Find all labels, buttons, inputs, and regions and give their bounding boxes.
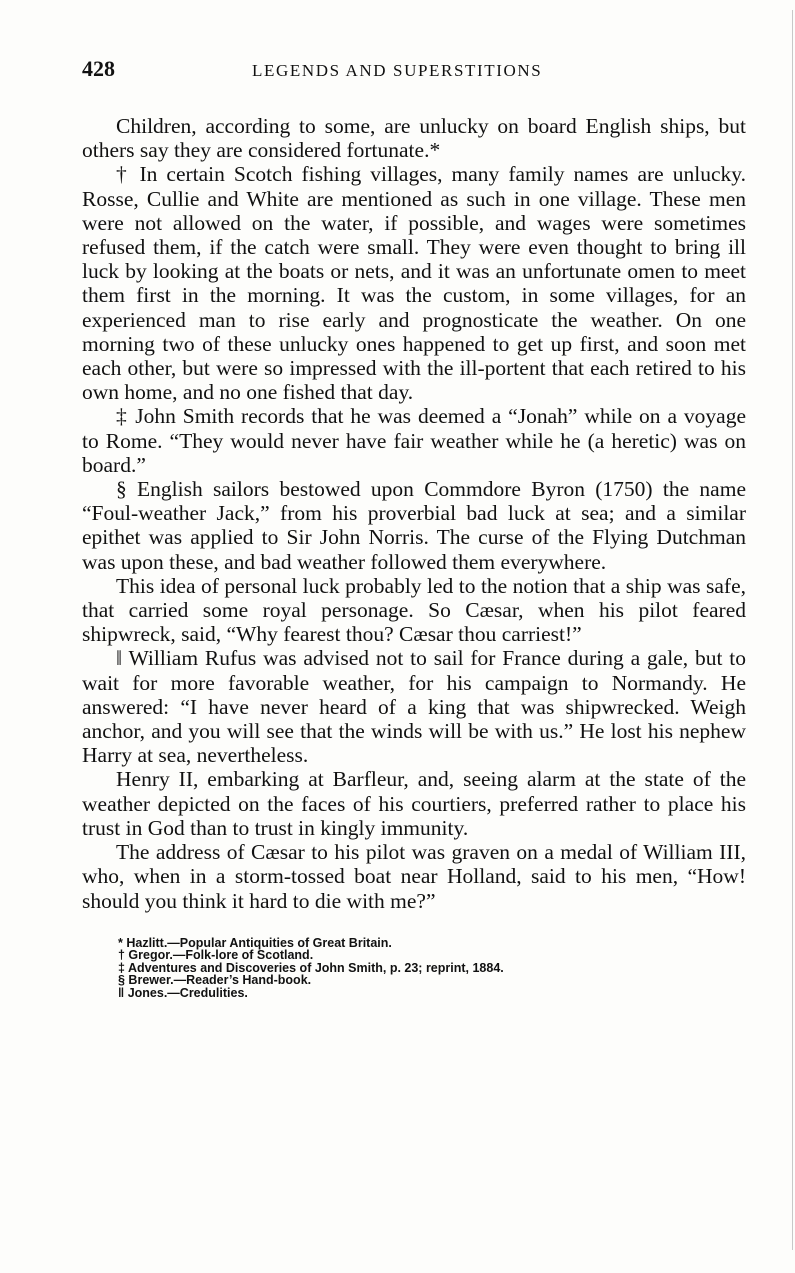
paragraph: † In certain Scotch fishing villages, many family names are unlucky. Rosse, Cullie and White are mentioned as such in one village. These men were not allowed on the water, if possible, and wages were sometimes refused them, if the catch were small. They were even thought to bring ill luck by looking at the boats or nets, and it was an unfortunate omen to meet them first in the morning. It was the custom, in some villages, for an experienced man to rise early and prognosticate the weather. On one morning two of these unlucky ones happened to get up first, and soon met each other, but were so impressed with the ill-portent that each retired to his own home, and no one fished that day. bbox=[82, 162, 746, 405]
paragraph: § English sailors bestowed upon Commdore Byron (1750) the name “Foul-weather Jack,” from his proverbial bad luck at sea; and a similar epithet was applied to Sir John Norris. The curse of the Flying Dutchman was upon these, and bad weather followed them everywhere. bbox=[82, 477, 746, 574]
paragraph: Children, according to some, are unlucky on board English ships, but others say they are considered fortunate.* bbox=[82, 114, 746, 163]
running-head: LEGENDS AND SUPERSTITIONS bbox=[252, 61, 543, 80]
footnote: ‖ Jones.—Credulities. bbox=[118, 985, 248, 1000]
footnote: § Brewer.—Reader’s Hand-book. bbox=[118, 973, 312, 988]
paragraph: ‡ John Smith records that he was deemed a “Jonah” while on a voyage to Rome. “They would never have fair weather while he (a heretic) was on board.” bbox=[82, 404, 746, 477]
footnote: ‡ Adventures and Discoveries of John Smith, p. 23; reprint, 1884. bbox=[118, 960, 504, 975]
footnote: * Hazlitt.—Popular Antiquities of Great Britain. bbox=[118, 935, 392, 950]
page-header bbox=[82, 56, 746, 90]
paragraph: The address of Cæsar to his pilot was graven on a medal of William III, who, when in a storm-tossed boat near Holland, said to his men, “How! should you think it hard to die with me?” bbox=[82, 840, 746, 913]
paragraph: This idea of personal luck probably led to the notion that a ship was safe, that carried some royal personage. So Cæsar, when his pilot feared shipwreck, said, “Why fearest thou? Cæsar thou carriest!” bbox=[82, 573, 746, 647]
page-edge-rule bbox=[792, 10, 793, 1250]
paragraph: ‖ William Rufus was advised not to sail for France during a gale, but to wait for more favorable weather, for his campaign to Normandy. He answered: “I have never heard of a king that was shipwrecked. Weigh anchor, and you will see that the winds will be with us.” He lost his nephew Harry at sea, nevertheless. bbox=[82, 646, 746, 768]
book-page bbox=[82, 56, 746, 999]
footnote: † Gregor.—Folk-lore of Scotland. bbox=[118, 948, 314, 963]
body-text bbox=[82, 114, 746, 913]
page-number: 428 bbox=[82, 56, 115, 81]
footnotes bbox=[82, 937, 746, 1000]
paragraph: Henry II, embarking at Barfleur, and, seeing alarm at the state of the weather depicted on the faces of his courtiers, preferred rather to place his trust in God than to trust in kingly immunity. bbox=[82, 767, 746, 840]
